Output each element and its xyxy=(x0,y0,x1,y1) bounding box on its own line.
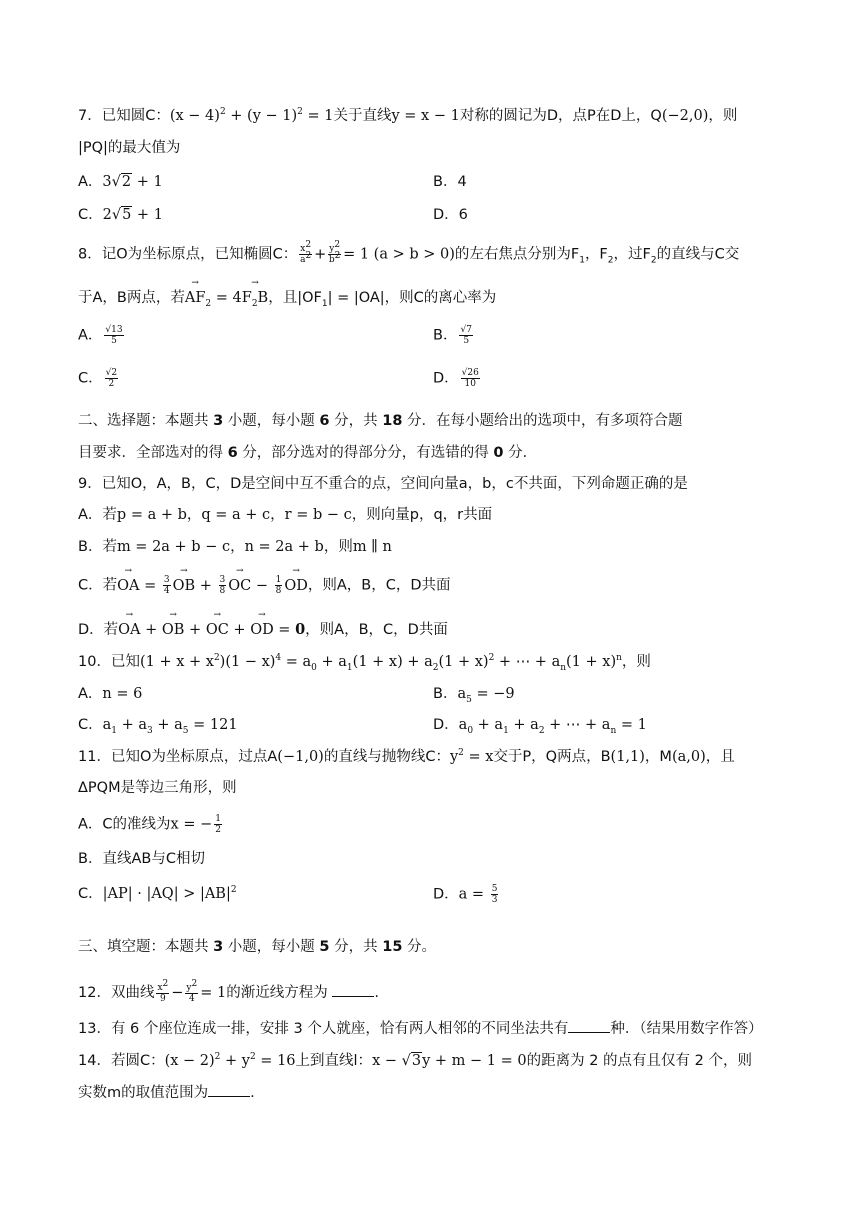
section2-header-line2: 目要求．全部选对的得 6 分，部分选对的得部分分，有选错的得 0 分． xyxy=(78,445,538,461)
q9-stem: 9．已知O，A，B，C，D是空间中互不重合的点，空间向量a，b，c不共面，下列命题正确的是 xyxy=(78,476,688,492)
q11-option-a: A．C的准线为x = − $\frac{1}{2}$ xyxy=(78,814,221,835)
q10-option-a: A．n = 6 xyxy=(78,686,143,702)
section2-header-line1: 二、选择题：本题共 3 小题，每小题 6 分，共 18 分．在每小题给出的选项中，有多项符合题 xyxy=(78,413,683,429)
q8-option-d: D． $\frac{√26}{10}$ xyxy=(433,368,479,389)
q11-stem-line1: 11．已知O为坐标原点，过点A(−1,0)的直线与抛物线C：$y^2 = x$交于P，Q两点，B(1,1)，M(a,0)，且 xyxy=(78,748,735,765)
q10-option-c: C．$a_1 + a_3 + a_5 = 121$ xyxy=(78,717,238,736)
q8-stem-line1: 8．记O为坐标原点，已知椭圆C： $\frac{x^2}{a^2}$ + $\frac{y^2}{b^2}$ = 1 (a > b > 0)的左右焦点分别为$F_1$，$F_2$，过$F_2$的直线与C交 xyxy=(78,240,740,266)
q8-option-b: B． $\frac{√7}{5}$ xyxy=(433,325,472,346)
q12-text: 12．双曲线 $\frac{x^2}{9}$ − $\frac{y^2}{4}$ = 1的渐近线方程为 . xyxy=(78,978,379,1004)
q9-option-d: D．若→ OA + → OB + → OC + → OD = 0，则A，B，C，D共面 xyxy=(78,620,448,640)
q11-option-b: B．直线AB与C相切 xyxy=(78,851,205,867)
q14-stem-line1: 14．若圆C：$(x - 2)^2 + y^2 = 16$上到直线l：x − √3y + m − 1 = 0的距离为 2 的点有且仅有 2 个，则 xyxy=(78,1052,752,1069)
q10-stem: 10．已知$(1 + x + x^2)(1 - x)^4 = a_0 + a_1(1 + x) + a_2(1 + x)^2$ + ⋯ + $a_n(1 + x)^n$，则 xyxy=(78,653,651,673)
section3-header: 三、填空题：本题共 3 小题，每小题 5 分，共 15 分。 xyxy=(78,939,437,955)
q9-option-a: A．若p = a + b，q = a + c，r = b − c，则向量p，q，r共面 xyxy=(78,507,493,523)
q11-option-d: D．a = $\frac{5}{3}$ xyxy=(433,884,498,905)
q11-option-c: C．$|AP| \cdot |AQ| > |AB|^2$ xyxy=(78,885,237,902)
q8-option-c: C． $\frac{√2}{2}$ xyxy=(78,368,118,389)
q9-option-c: C．若→ OA = $\frac{3}{4}$ → OB + $\frac{3}{8}$ → OC − $\frac{1}{8}$ → OD，则A，B，C，D共面 xyxy=(78,575,451,596)
q8-stem-line2: 于A，B两点，若→ $AF_2 = 4\to F_2B$，且$|OF_1| = |OA|$，则C的离心率为 xyxy=(78,288,496,308)
q7-stem-line2: |PQ|的最大值为 xyxy=(78,140,181,156)
q7-stem-line1: 7．已知圆C：$(x - 4)^2 + (y - 1)^2 = 1$关于直线y = x − 1对称的圆记为D，点P在D上，Q(−2,0)，则 xyxy=(78,107,738,124)
q8-option-a: A． $\frac{√13}{5}$ xyxy=(78,325,123,346)
q7-option-b: B．4 xyxy=(433,174,467,190)
q13-text: 13．有 6 个座位连成一排，安排 3 个人就座，恰有两人相邻的不同坐法共有 种．（结果用数字作答） xyxy=(78,1018,763,1039)
q10-option-d: D．$a_0 + a_1 + a_2$ + ⋯ + $a_n = 1$ xyxy=(433,717,647,736)
q7-option-a: A．3√2 + 1 xyxy=(78,174,163,190)
q9-option-b: B．若m = 2a + b − c，n = 2a + b，则m ∥ n xyxy=(78,539,392,555)
q14-stem-line2: 实数m的取值范围为 . xyxy=(78,1082,255,1103)
q7-option-c: C．2√5 + 1 xyxy=(78,207,163,223)
q7-option-d: D．6 xyxy=(433,207,468,223)
q10-option-b: B．$a_5 = -9$ xyxy=(433,686,515,705)
q11-stem-line2: ΔPQM是等边三角形，则 xyxy=(78,780,237,796)
